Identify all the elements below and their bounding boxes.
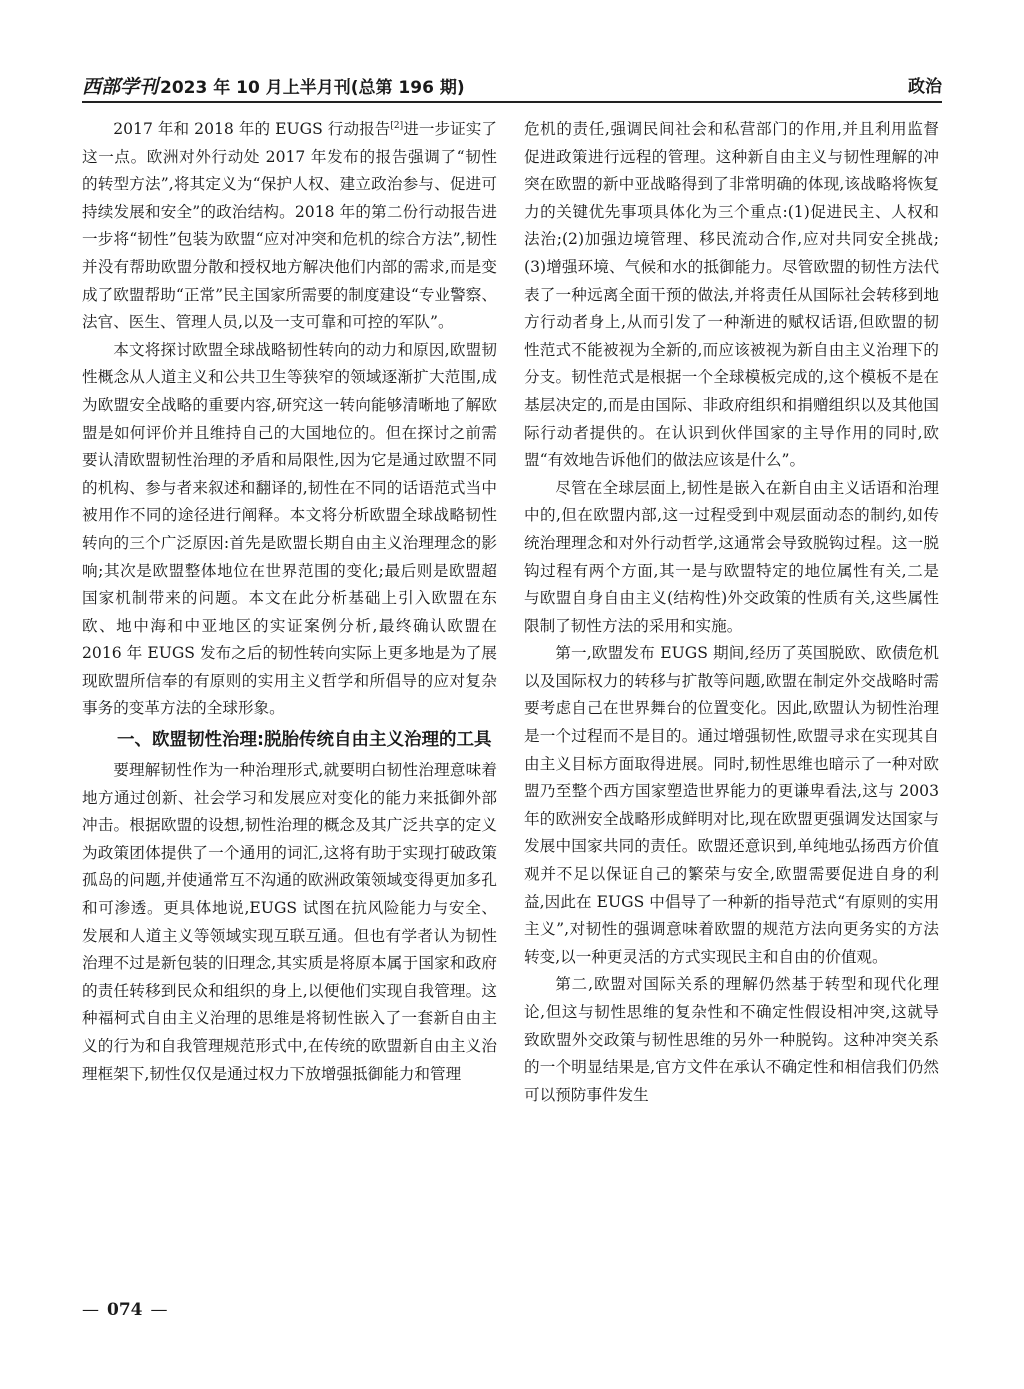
paragraph-text: 2017 年和 2018 年的 EUGS 行动报告 [113, 120, 391, 138]
header-rule [82, 101, 942, 103]
journal-logo: 西部学刊 [82, 76, 159, 98]
footer-dash: — [82, 1300, 99, 1320]
citation-ref: [2] [390, 120, 404, 131]
paragraph: 第二,欧盟对国际关系的理解仍然基于转型和现代化理论,但这与韧性思维的复杂性和不确定性假设相冲突,这就导致欧盟外交政策与韧性思维的另外一种脱钩。这种冲突关系的一个明显结果是,官方文件在承认不确定性和相信我们仍然可以预防事件发生 [524, 975, 939, 1104]
section-label: 政治 [908, 77, 942, 97]
paragraph: 本文将探讨欧盟全球战略韧性转向的动力和原因,欧盟韧性概念从人道主义和公共卫生等狭窄的领域逐渐扩大范围,成为欧盟安全战略的重要内容,研究这一转向能够清晰地了解欧盟是如何评价并且维持自己的大国地位的。但在探讨之前需要认清欧盟韧性治理的矛盾和局限性,因为它是通过欧盟不同的机构、参与者来叙述和翻译的,韧性在不同的话语范式当中被用作不同的途径进行阐释。本文将分析欧盟全球战略韧性转向的三个广泛原因:首先是欧盟长期自由主义治理理念的影响;其次是欧盟整体地位在世界范围的变化;最后则是欧盟超国家机制带来的问题。本文在此分析基础上引入欧盟在东欧、地中海和中亚地区的实证案例分析,最终确认欧盟在 2016 年 EUGS 发布之后的韧性转向实际上更多地是为了展现欧盟所信奉的有原则的实用主义哲学和所倡导的应对复杂事务的变革方法的全球形象。 [82, 340, 497, 718]
paragraph: 尽管在全球层面上,韧性是嵌入在新自由主义话语和治理中的,但在欧盟内部,这一过程受到中观层面动态的制约,如传统治理理念和对外行动哲学,这通常会导致脱钩过程。这一脱钩过程有两个方面,其一是与欧盟特定的地位属性有关,二是与欧盟自身自由主义(结构性)外交政策的性质有关,这些属性限制了韧性方法的采用和实施。 [524, 478, 939, 635]
section-heading: 一、欧盟韧性治理:脱胎传统自由主义治理的工具 [117, 730, 492, 751]
right-column [524, 116, 939, 1109]
page-footer [82, 1300, 168, 1320]
paragraph [82, 116, 497, 337]
paragraph: 要理解韧性作为一种治理形式,就要明白韧性治理意味着地方通过创新、社会学习和发展应对变化的能力来抵御外部冲击。根据欧盟的设想,韧性治理的概念及其广泛共享的定义为政策团体提供了一个通用的词汇,这将有助于实现打破政策孤岛的问题,并使通常互不沟通的欧洲政策领域变得更加多孔和可渗透。更具体地说,EUGS 试图在抗风险能力与安全、发展和人道主义等领域实现互联互通。但也有学者认为韧性治理不过是新包装的旧理念,其实质是将原本属于国家和政府的责任转移到民众和组织的身上,以便他们实现自我管理。这种福柯式自由主义治理的思维是将韧性嵌入了一套新自由主义的行为和自我管理规范形式中,在传统的欧盟新自由主义治理框架下,韧性仅仅是通过权力下放增强抵御能力和管理 [82, 761, 497, 1083]
left-column [82, 116, 497, 1088]
journal-masthead [82, 72, 465, 99]
running-header [82, 72, 942, 102]
page-number: 074 [107, 1300, 143, 1320]
issue-info: 2023 年 10 月上半月刊(总第 196 期) [160, 78, 465, 98]
paragraph: 危机的责任,强调民间社会和私营部门的作用,并且利用监督促进政策进行远程的管理。这种新自由主义与韧性理解的冲突在欧盟的新中亚战略得到了非常明确的体现,该战略将恢复力的关键优先事项具体化为三个重点:(1)促进民主、人权和法治;(2)加强边境管理、移民流动合作,应对共同安全挑战;(3)增强环境、气候和水的抵御能力。尽管欧盟的韧性方法代表了一种远离全面干预的做法,并将责任从国际社会转移到地方行动者身上,从而引发了一种渐进的赋权话语,但欧盟的韧性范式不能被视为全新的,而应该被视为新自由主义治理下的分支。韧性范式是根据一个全球模板完成的,这个模板不是在基层决定的,而是由国际、非政府组织和捐赠组织以及其他国际行动者提供的。在认识到伙伴国家的主导作用的同时,欧盟“有效地告诉他们的做法应该是什么”。 [524, 120, 939, 470]
footer-dash: — [150, 1300, 168, 1320]
paragraph: 第一,欧盟发布 EUGS 期间,经历了英国脱欧、欧债危机以及国际权力的转移与扩散等问题,欧盟在制定外交战略时需要考虑自己在世界舞台的位置变化。因此,欧盟认为韧性治理是一个过程而不是目的。通过增强韧性,欧盟寻求在实现其自由主义目标方面取得进展。同时,韧性思维也暗示了一种对欧盟乃至整个西方国家塑造世界能力的更谦卑看法,这与 2003 年的欧洲安全战略形成鲜明对比,现在欧盟更强调发达国家与发展中国家共同的责任。欧盟还意识到,单纯地弘扬西方价值观并不足以保证自己的繁荣与安全,欧盟需要促进自身的利益,因此在 EUGS 中倡导了一种新的指导范式“有原则的实用主义”,对韧性的强调意味着欧盟的规范方法向更务实的方法转变,以一种更灵活的方式实现民主和自由的价值观。 [524, 644, 939, 966]
paragraph-text: 进一步证实了这一点。欧洲对外行动处 2017 年发布的报告强调了“韧性的转型方法”,将其定义为“保护人权、建立政治参与、促进可持续发展和安全”的政治结构。2018 年的第二份行动报告进一步将“韧性”包装为欧盟“应对冲突和危机的综合方法”,韧性并没有帮助欧盟分散和授权地方解决他们内部的需求,而是变成了欧盟帮助“正常”民主国家所需要的制度建设“专业警察、法官、医生、管理人员,以及一支可靠和可控的军队”。 [82, 120, 497, 332]
